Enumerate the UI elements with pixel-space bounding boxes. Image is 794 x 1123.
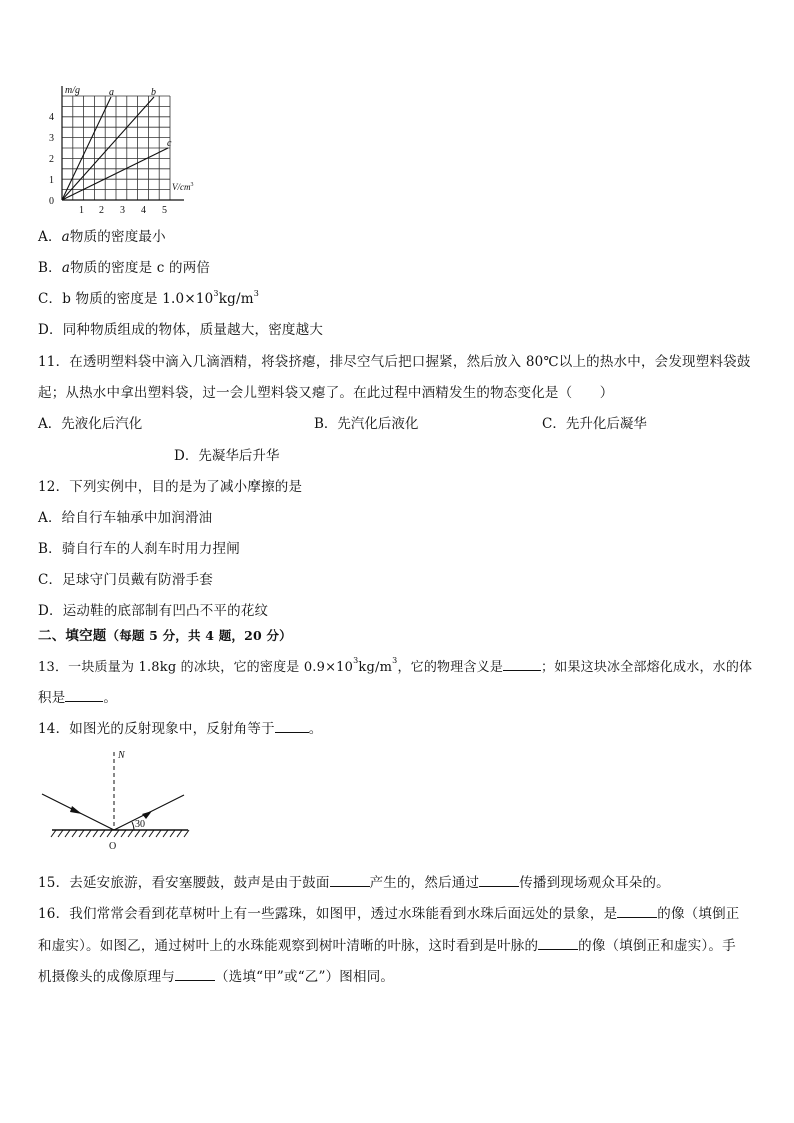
q16-blank-2[interactable] bbox=[538, 935, 578, 950]
y-tick-3: 3 bbox=[49, 133, 54, 144]
q12-stem: 12．下列实例中，目的是为了减小摩擦的是 bbox=[38, 479, 303, 495]
section-title: 二、填空题（每题 5 分，共 4 题，20 分） bbox=[38, 628, 292, 644]
q10-option-b: B．a物质的密度是 c 的两倍 bbox=[38, 260, 211, 276]
q11-option-a: A．先液化后汽化 bbox=[38, 416, 143, 432]
q13-blank-1[interactable] bbox=[503, 656, 541, 671]
reflected-arrow-icon bbox=[142, 811, 152, 819]
line-b bbox=[62, 97, 154, 200]
q10-option-a: A．a物质的密度最小 bbox=[38, 229, 166, 245]
q15-blank-2[interactable] bbox=[479, 872, 519, 887]
q10-option-c: C．b 物质的密度是 $1.0\times 10^3kg/m^3$ bbox=[38, 289, 259, 307]
q16-line1: 16．我们常常会看到花草树叶上有一些露珠，如图甲，透过水珠能看到水珠后面远处的景象，是 的像（填倒正 bbox=[38, 903, 739, 924]
line-label-c: c bbox=[167, 138, 172, 149]
q15-blank-1[interactable] bbox=[330, 872, 370, 887]
q11-stem-line1: 11．在透明塑料袋中滴入几滴酒精，将袋挤瘪，排尽空气后把口握紧，然后放入 80℃以上的热水中，会发现塑料袋鼓 bbox=[38, 354, 751, 370]
q13-line1: 13．一块质量为 1.8kg 的冰块，它的密度是 $0.9\times 10^3kg/m^3$，它的物理含义是 ；如果这块冰全部熔化成水，水的体 bbox=[38, 656, 753, 675]
line-a bbox=[62, 97, 111, 200]
x-tick-4: 4 bbox=[141, 205, 146, 216]
graph-y-axis-label: m/g bbox=[65, 85, 80, 96]
q14-stem: 14．如图光的反射现象中，反射角等于 。 bbox=[38, 718, 322, 739]
q16-blank-3[interactable] bbox=[175, 966, 215, 981]
q12-option-c: C．足球守门员戴有防滑手套 bbox=[38, 572, 213, 588]
angle-label: 30 bbox=[135, 819, 145, 830]
q12-option-b: B．骑自行车的人刹车时用力捏闸 bbox=[38, 541, 240, 557]
y-tick-0: 0 bbox=[49, 196, 54, 207]
q12-option-a: A．给自行车轴承中加润滑油 bbox=[38, 510, 213, 526]
x-tick-3: 3 bbox=[120, 205, 125, 216]
line-c bbox=[62, 148, 168, 200]
point-label: O bbox=[109, 841, 117, 852]
y-tick-4: 4 bbox=[49, 112, 54, 123]
line-label-a: a bbox=[109, 87, 114, 98]
x-tick-2: 2 bbox=[99, 205, 104, 216]
q16-line3: 机摄像头的成像原理与 （选填“甲”或“乙”）图相同。 bbox=[38, 966, 394, 987]
q12-option-d: D．运动鞋的底部制有凹凸不平的花纹 bbox=[38, 603, 269, 619]
mass-volume-graph bbox=[44, 80, 214, 216]
q11-option-c: C．先升化后凝华 bbox=[542, 416, 647, 432]
q13-line2: 积是 。 bbox=[38, 687, 117, 708]
q13-blank-2[interactable] bbox=[65, 687, 103, 702]
x-tick-5: 5 bbox=[162, 205, 167, 216]
q14-blank[interactable] bbox=[275, 718, 309, 733]
incident-arrow-icon bbox=[70, 806, 82, 814]
q15-stem: 15．去延安旅游，看安塞腰鼓，鼓声是由于鼓面 产生的，然后通过 传播到现场观众耳朵的。 bbox=[38, 872, 670, 893]
q11-option-d: D．先凝华后升华 bbox=[174, 448, 280, 464]
q16-line2: 和虚实）。如图乙，通过树叶上的水珠能观察到树叶清晰的叶脉，这时看到是叶脉的 的像（填倒正和虚实）。手 bbox=[38, 935, 736, 956]
q10-option-d: D．同种物质组成的物体，质量越大，密度越大 bbox=[38, 322, 324, 338]
q11-option-b: B．先汽化后液化 bbox=[314, 416, 419, 432]
y-tick-1: 1 bbox=[49, 175, 54, 186]
graph-x-axis-label: $V/cm^3$ bbox=[172, 182, 194, 192]
q16-blank-1[interactable] bbox=[617, 903, 657, 918]
x-tick-1: 1 bbox=[79, 205, 84, 216]
y-tick-2: 2 bbox=[49, 154, 54, 165]
line-label-b: b bbox=[151, 87, 156, 98]
normal-label: N bbox=[118, 750, 125, 761]
reflection-diagram bbox=[38, 742, 198, 862]
q11-stem-line2: 起；从热水中拿出塑料袋，过一会儿塑料袋又瘪了。在此过程中酒精发生的物态变化是（ ） bbox=[38, 385, 614, 401]
